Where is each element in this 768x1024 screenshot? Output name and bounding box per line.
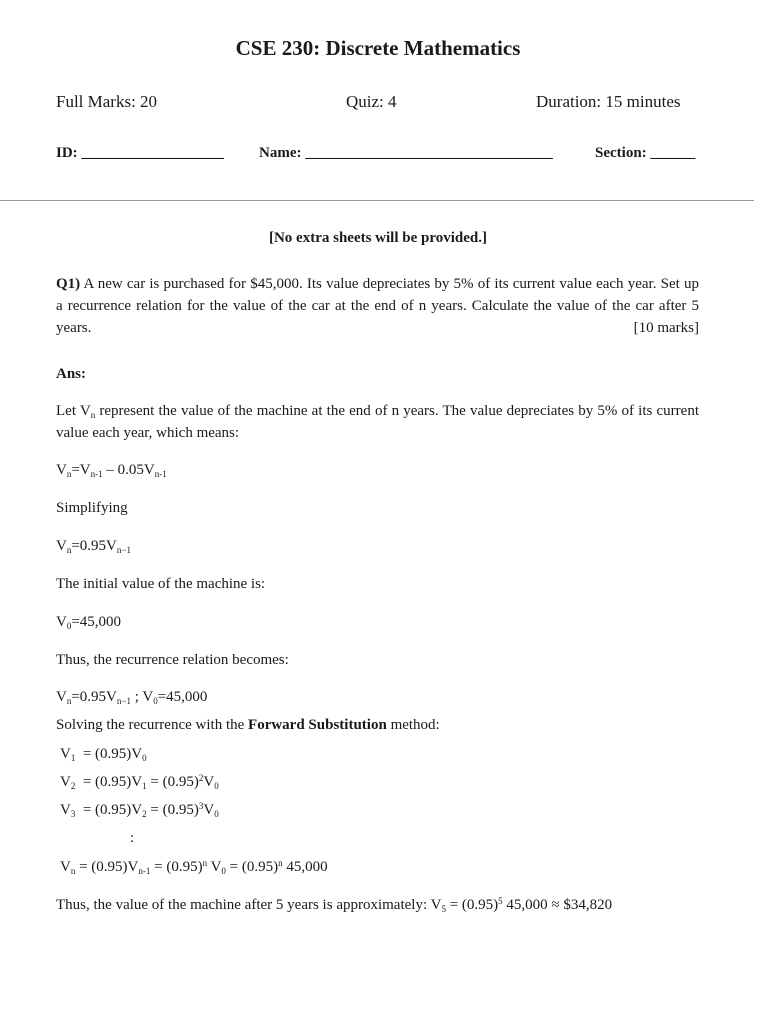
substitution-step-2: $V_2 = (0.95)V_1 = (0.95)^2V_0$ [60,773,219,791]
question-1 [56,273,699,339]
id-label: ID: [56,145,78,161]
substitution-step-1: $V_1 = (0.95)V_0$ [60,746,147,763]
section-blank: ______ [650,145,696,161]
section-field [595,145,695,162]
question-number: Q1) [56,276,81,292]
section-label: Section: [595,145,647,161]
simplifying-text: Simplifying [56,500,128,516]
equation-simplified: $V_n=0.95V_{n-1}$ [56,538,131,555]
no-extra-sheets-notice: [No extra sheets will be provided.] [268,230,488,246]
question-marks: [10 marks] [633,320,699,336]
recurrence-text: Thus, the recurrence relation becomes: [56,652,289,668]
equation-recurrence-relation: $V_n=0.95V_{n-1}$ ; $V_0=45,000$ [56,689,208,706]
substitution-step-3: $V_3 = (0.95)V_2 = (0.95)^3V_0$ [60,801,219,819]
forward-substitution-term: Forward Substitution [248,717,387,733]
full-marks: Full Marks: 20 [56,92,158,111]
name-blank: _________________________________ [305,145,553,161]
name-label: Name: [259,145,302,161]
quiz-number: Quiz: 4 [346,92,397,111]
id-blank: ___________________ [81,145,224,161]
duration: Duration: 15 minutes [536,92,681,111]
final-answer: Thus, the value of the machine after 5 years is approximately: $V_5 = (0.95)^5$ 45,000 ≈ $34,820 [56,896,613,914]
question-text: A new car is purchased for $45,000. Its value depreciates by 5% of its current value each year. Set up a recurrence relation for the value of the car at the end of n years. Calculate the value of the car after 5 years. [56,276,699,336]
header-divider [0,200,754,201]
initial-value-text: The initial value of the machine is: [56,576,266,592]
quiz-title: CSE 230: Discrete Mathematics [235,36,521,60]
continuation-dots: : [130,830,135,846]
name-field [259,145,553,162]
answer-label: Ans: [56,366,87,382]
equation-depreciation: $V_n=V_{n-1} - 0.05V_{n-1}$ [56,462,167,479]
solving-method-text: Solving the recurrence with the Forward Substitution method: [56,717,440,733]
equation-initial-value: $V_0=45,000$ [56,614,122,631]
substitution-general: $V_n = (0.95)V_{n-1} = (0.95)^n$ $V_0 = (0.95)^n$ 45,000 [60,858,328,876]
id-field [56,145,224,162]
answer-intro: Let $V_n$ represent the value of the machine at the end of n years. The value depreciates by 5% of its current value each year, which means: [56,403,699,441]
